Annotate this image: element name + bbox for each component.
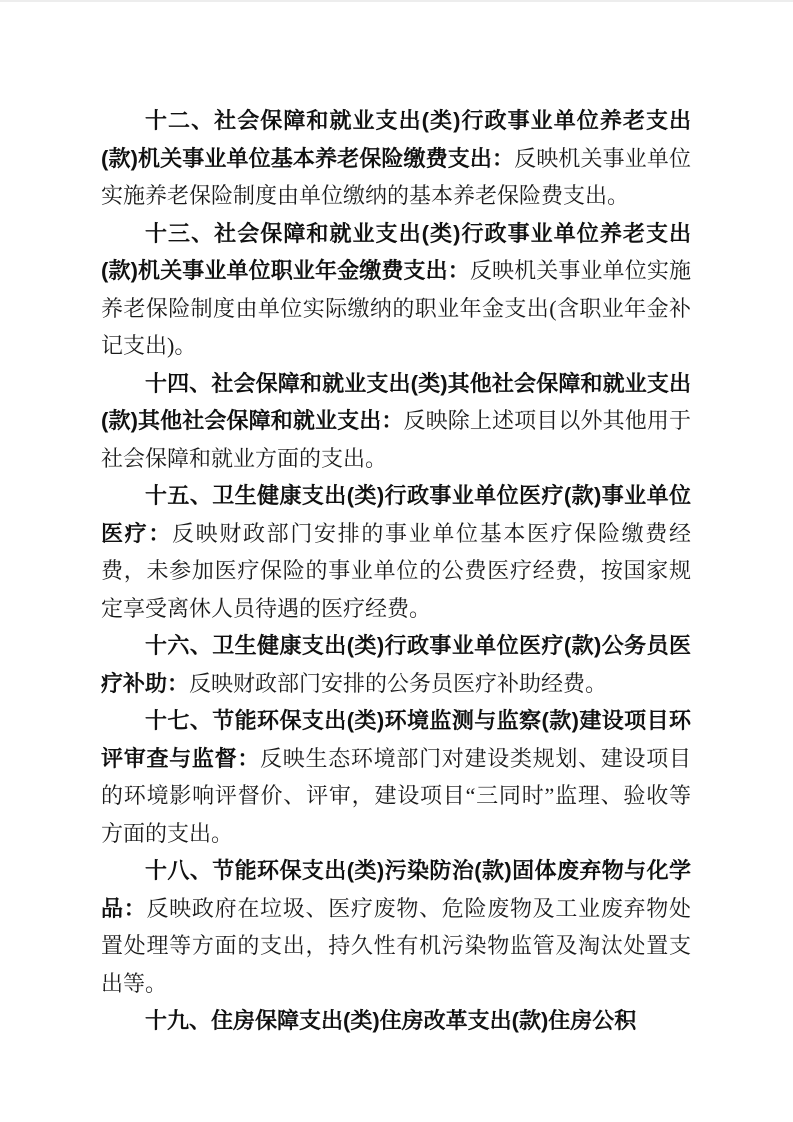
paragraph — [101, 365, 691, 478]
paragraph — [101, 477, 691, 627]
paragraph-heading: 十七、节能环保支出(类)环境监测与监察(款)建设项目环评审查与监督： — [101, 708, 691, 771]
paragraph — [101, 627, 691, 702]
paragraph-body: 反映财政部门安排的公务员医疗补助经费。 — [189, 670, 608, 696]
paragraph-heading: 十八、节能环保支出(类)污染防治(款)固体废弃物与化学品： — [101, 858, 691, 921]
paragraph-body: 反映政府在垃圾、医疗废物、危险废物及工业废弃物处置处理等方面的支出，持久性有机污染物监管及淘汰处置支出等。 — [101, 895, 691, 996]
paragraph-heading: 十二、社会保障和就业支出(类)行政事业单位养老支出(款)机关事业单位基本养老保险缴费支出： — [101, 108, 691, 171]
paragraph-body: 反映机关事业单位实施养老保险制度由单位实际缴纳的职业年金支出(含职业年金补记支出)。 — [101, 258, 691, 358]
paragraph-body: 反映生态环境部门对建设类规划、建设项目的环境影响评督价、评审，建设项目“三同时”监理、验收等方面的支出。 — [101, 745, 691, 846]
paragraph — [101, 1002, 691, 1040]
paragraph — [101, 215, 691, 365]
paragraph-body: 反映机关事业单位实施养老保险制度由单位缴纳的基本养老保险费支出。 — [101, 145, 691, 208]
paragraph-heading: 十四、社会保障和就业支出(类)其他社会保障和就业支出(款)其他社会保障和就业支出： — [101, 370, 691, 433]
document-body — [101, 102, 691, 1040]
paragraph-heading: 十三、社会保障和就业支出(类)行政事业单位养老支出(款)机关事业单位职业年金缴费支出： — [101, 220, 691, 283]
paragraph-heading: 十九、住房保障支出(类)住房改革支出(款)住房公积 — [145, 1008, 637, 1033]
paragraph-body: 反映财政部门安排的事业单位基本医疗保险缴费经费，未参加医疗保险的事业单位的公费医疗经费，按国家规定享受离休人员待遇的医疗经费。 — [101, 520, 691, 621]
paragraph-heading: 十五、卫生健康支出(类)行政事业单位医疗(款)事业单位医疗： — [101, 483, 691, 546]
paragraph — [101, 852, 691, 1002]
paragraph — [101, 102, 691, 215]
paragraph-body: 反映除上述项目以外其他用于社会保障和就业方面的支出。 — [101, 408, 691, 471]
paragraph — [101, 702, 691, 852]
paragraph-heading: 十六、卫生健康支出(类)行政事业单位医疗(款)公务员医疗补助： — [101, 633, 691, 696]
